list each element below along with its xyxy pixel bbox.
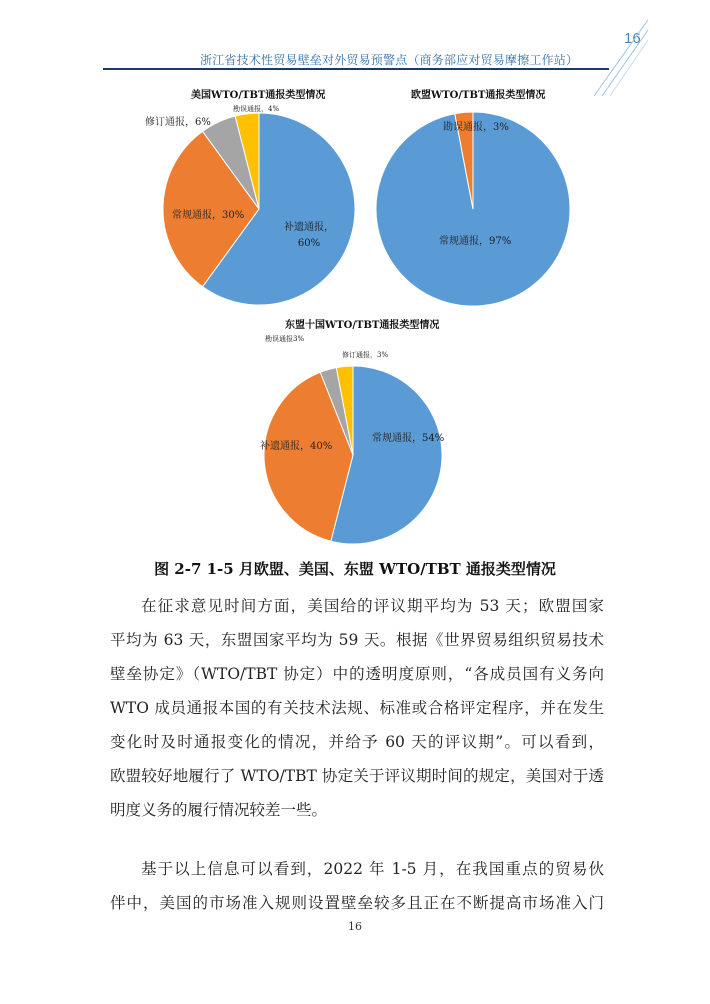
slice-label-corrigendum: 勘误通报，3%: [443, 122, 509, 133]
pie-chart-eu: [375, 82, 595, 312]
chart-eu: [375, 82, 595, 312]
slice-label-corrigendum: 勘误通报，4%: [233, 105, 280, 113]
header-decoration: [590, 18, 650, 98]
chart-title: 东盟十国WTO/TBT通报类型情况: [285, 320, 440, 331]
text-line: 壁垒协定》（WTO/TBT 协定）中的透明度原则，“各成员国有义务向: [110, 665, 604, 683]
header-title: 浙江省技术性贸易壁垒对外贸易预警点（商务部应对贸易摩擦工作站）: [200, 53, 579, 67]
chart-us: [145, 82, 370, 312]
slice-label-revision: 修订通报，6%: [145, 117, 211, 128]
slice-label-regular: 常规通报，30%: [172, 210, 245, 221]
chart-title: 欧盟WTO/TBT通报类型情况: [411, 90, 546, 101]
slice-label-addendum: 补遗通报，40%: [260, 441, 333, 452]
footer-page-number: 16: [348, 920, 362, 933]
slice-label-corrigendum: 勘误通报3%: [265, 335, 305, 343]
paragraph-1: [110, 589, 604, 827]
text-line: 在征求意见时间方面，美国给的评议期平均为 53 天；欧盟国家: [141, 597, 604, 615]
slice-label-revision: 修订通报，3%: [342, 351, 389, 359]
text-line: 明度义务的履行情况较差一些。: [110, 801, 328, 819]
text-line: WTO 成员通报本国的有关技术法规、标准或合格评定程序，并在发生: [110, 699, 604, 717]
figure-caption: 图 2-7 1-5 月欧盟、美国、东盟 WTO/TBT 通报类型情况: [154, 560, 556, 578]
text-line: 欧盟较好地履行了 WTO/TBT 协定关于评议期时间的规定，美国对于透: [110, 767, 604, 785]
slice-label-addendum: 补遗通报，60%: [284, 222, 334, 249]
slice-label-regular: 常规通报，97%: [439, 236, 512, 247]
header-page-number: 16: [624, 30, 641, 47]
chart-title: 美国WTO/TBT通报类型情况: [191, 90, 326, 101]
text-line: 平均为 63 天，东盟国家平均为 59 天。根据《世界贸易组织贸易技术: [110, 631, 604, 649]
text-line: 基于以上信息可以看到，2022 年 1-5 月，在我国重点的贸易伙: [141, 860, 604, 878]
slice-label-regular: 常规通报，54%: [372, 433, 445, 444]
chart-asean: [245, 312, 465, 547]
header-rule: [103, 68, 609, 70]
text-line: 变化时及时通报变化的情况，并给予 60 天的评议期”。可以看到，: [110, 733, 604, 751]
paragraph-2: [110, 852, 604, 920]
text-line: 伴中，美国的市场准入规则设置壁垒较多且正在不断提高市场准入门: [110, 894, 604, 912]
